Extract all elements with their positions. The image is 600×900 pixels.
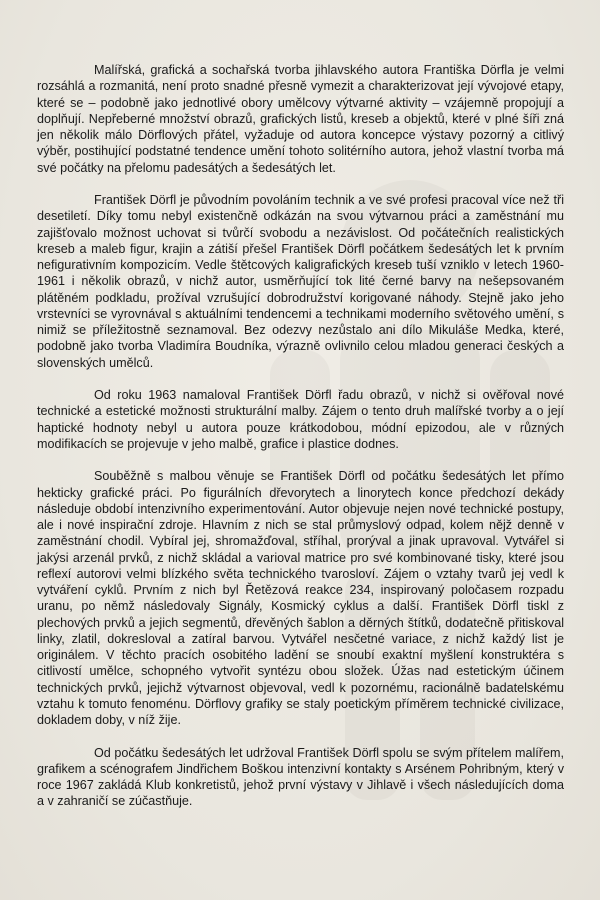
paragraph-5: Od počátku šedesátých let udržoval František Dörfl spolu se svým přítelem malířem, grafikem a scénografem Jindřichem Boškou intenzivní kontakty s Arsénem Pohribným, který v roce 1967 zakládá Klub konkretistů, jehož první výstavy v Jihlavě i všech následujících doma a v zahraničí se zúčastňuje. [37, 745, 564, 809]
article-text [37, 62, 564, 810]
paragraph-3: Od roku 1963 namaloval František Dörfl řadu obrazů, v nichž si ověřoval nové technické a estetické možnosti strukturální malby. Zájem o tento druh malířské tvorby a o její haptické hodnoty nebyl u autora pouze krátkodobou, módní epizodou, ale v různých modifikacích se projevuje v jeho malbě, grafice i plastice dodnes. [37, 388, 564, 451]
paragraph-1: Malířská, grafická a sochařská tvorba jihlavského autora Františka Dörfla je velmi rozsáhlá a rozmanitá, není proto snadné přesně vymezit a charakterizovat její vývojové etapy, které se – podobně jako jednotlivé obory umělcovy výtvarné aktivity – vzájemně propojují a doplňují. Nepřeberné množství obrazů, grafických listů, kreseb a objektů, které v plné šíři zná jen několik málo Dörflových přátel, vyžaduje od autora koncepce výstavy pozorný a citlivý výběr, postihující podstatné tendence umění tohoto solitérního autora, jehož vlastní tvorba má své počátky na přelomu padesátých a šedesátých let. [37, 63, 564, 175]
paragraph-4: Souběžně s malbou věnuje se František Dörfl od počátku šedesátých let přímo hekticky grafické práci. Po figurálních dřevorytech a linorytech konce předchozí dekády následuje období intenzivního experimentování. Autor objevuje nejen nové technické postupy, ale i nové inspirační zdroje. Hlavním z nich se stal průmyslový odpad, kolem nějž denně v zaměstnání chodil. Vybíral jej, shromažďoval, stříhal, prorýval a jinak upravoval. Vytvářel si jakýsi arzenál prvků, z nichž skládal a varioval matrice pro své kombinované tisky, které jsou reflexí autorovi velmi blízkého světa technického tvarosloví. Zájem o vztahy tvarů jej vedl k vytváření cyklů. Prvním z nich byl Řetězová reakce 234, inspirovaný poločasem rozpadu uranu, po němž následovaly Signály, Kosmický cyklus a další. František Dörfl tiskl z plechových prvků a jejich segmentů, dřevěných šablon a děrných štítků, dodatečně přitiskoval linky, zlatil, dokresloval a zatíral barvou. Vytvářel nesčetné variace, z nichž každý list je originálem. V těchto pracích osobitého ladění se snoubí exaktní myšlení konstruktéra s citlivostí umělce, schopného vytvořit syntézu obou složek. Úžas nad estetickým účinem technických prvků, jejichž výtvarnost objevoval, vedl k pozornému, racionálně badatelskému vztahu k tomuto fenoménu. Dörflovy grafiky se staly poetickým příměrem technické civilizace, dokladem doby, v níž žije. [37, 469, 564, 727]
paragraph-2: František Dörfl je původním povoláním technik a ve své profesi pracoval více než tři desetiletí. Díky tomu nebyl existenčně odkázán na svou výtvarnou práci a zaměstnání mu zajišťovalo možnost uchovat si tvůrčí svobodu a nezávislost. Od počátečních realistických kreseb a maleb figur, krajin a zátiší přešel František Dörfl počátkem šedesátých let k prvním nefigurativním kompozicím. Vedle štětcových kaligrafických kreseb tuší vzniklo v letech 1960-1961 i několik obrazů, v nichž autor, usměrňující tok lité černé barvy na nešepsovaném plátěném podkladu, prožíval vzrušující dobrodružství korigované náhody. Stejně jako jeho vrstevníci se vyrovnával s aktuálními tendencemi a technikami moderního světového umění, s nimiž se příležitostně seznamoval. Bez odezvy nezůstalo ani dílo Mikuláše Medka, které, podobně jako tvorba Vladimíra Boudníka, výrazně ovlivnilo celou mladou generaci českých a slovenských umělců. [37, 193, 564, 370]
